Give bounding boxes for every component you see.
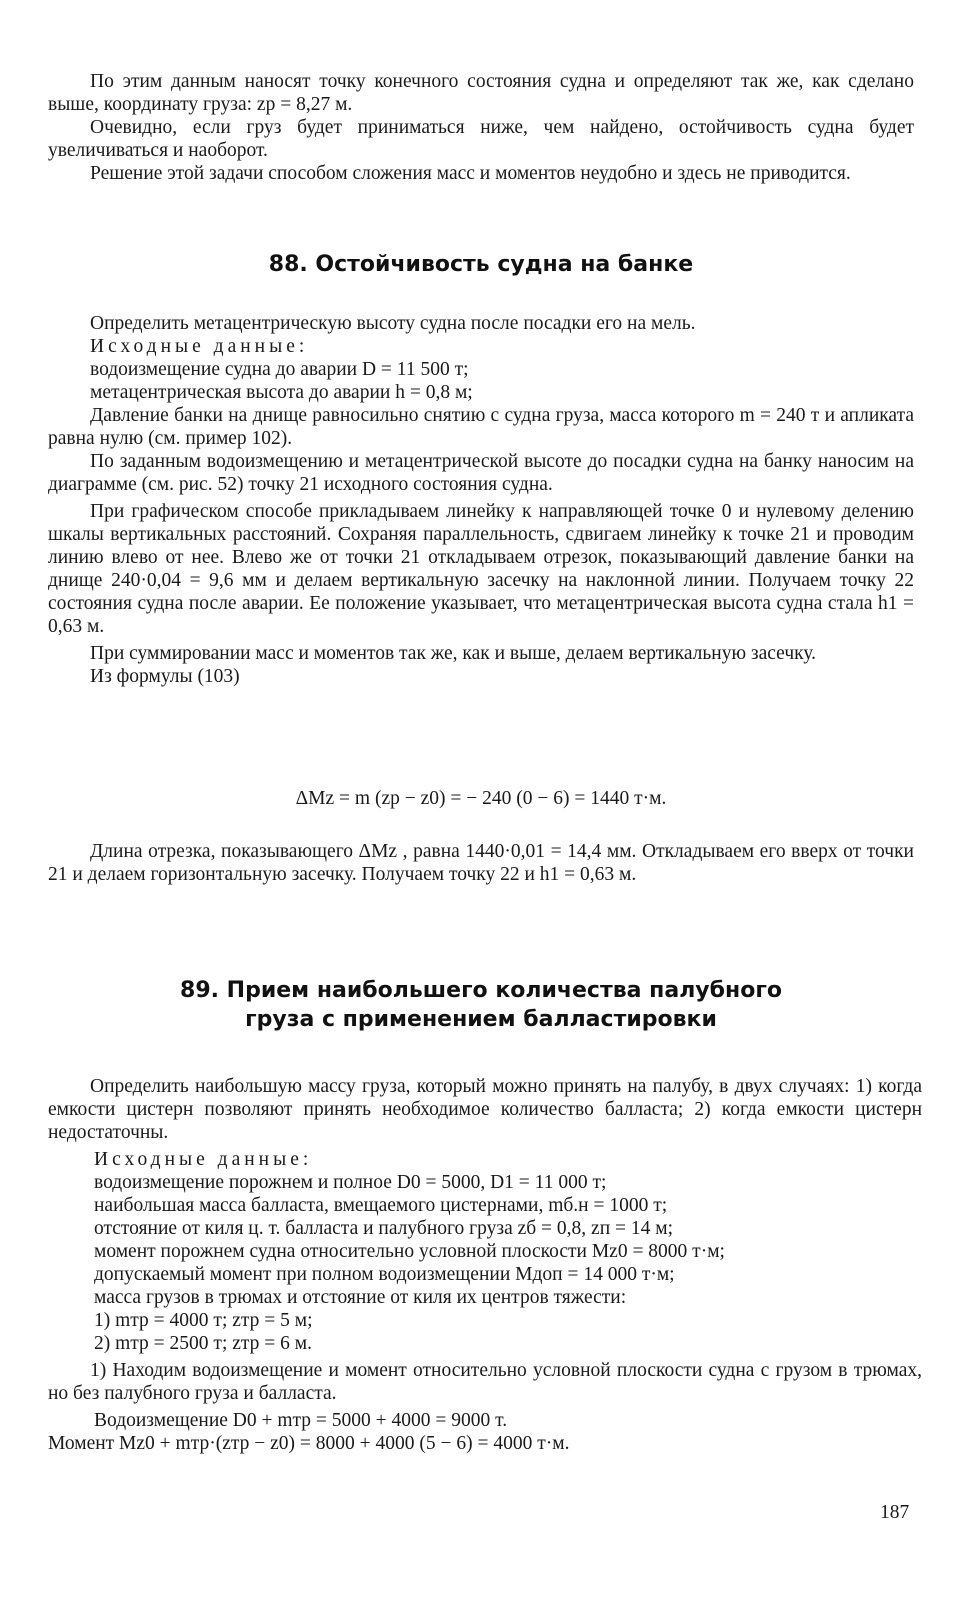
section-88-closing [48,840,914,886]
formula-reference: Из формулы (103) [90,666,240,687]
paragraph: При графическом способе прикладываем линейку к направляющей точке 0 и нулевому делению шкалы вертикальных расстояний. Сохраняя параллельность, сдвигаем линейку к точке 21 и проводим линию влево от нее. Влево же от точки 21 откладываем отрезок, показывающий давление банки на днище 240·0,04 = 9,6 мм и делаем вертикальную засечку на наклонной линии. Получаем точку 22 состояния судна после аварии. Ее положение указывает, что метацентрическая высота судна стала h1 = 0,63 м. [48,501,914,637]
section-88-body [48,312,914,688]
given-item: 1) mтр = 4000 т; zтр = 5 м; [94,1310,313,1331]
task-statement: Определить наибольшую массу груза, который можно принять на палубу, в двух случаях: 1) когда емкости цистерн позволяют принять необходимое количество балласта; 2) когда емкости цистерн недостаточны. [48,1076,922,1143]
moment-calc: Момент Mz0 + mтр·(zтр − z0) = 8000 + 4000 (5 − 6) = 4000 т·м. [48,1433,570,1454]
paragraph: По этим данным наносят точку конечного состояния судна и определяют так же, как сделано выше, координату груза: zp = 8,27 м. [48,71,914,115]
formula: ΔMz = m (zp − z0) = − 240 (0 − 6) = 1440 т·м. [295,788,667,809]
section-88-heading-block [48,250,914,279]
paragraph: Очевидно, если груз будет приниматься ниже, чем найдено, остойчивость судна будет увеличиваться и наоборот. [48,117,914,161]
section-89-title-line-2: груза с применением балластировки [245,1007,717,1032]
given-label: Исходные данные: [94,1149,313,1170]
given-item: наибольшая масса балласта, вмещаемого цистернами, mб.н = 1000 т; [94,1195,668,1216]
paragraph: Длина отрезка, показывающего ΔMz , равна 1440·0,01 = 14,4 мм. Откладываем его вверх от точки 21 и делаем горизонтальную засечку. Получаем точку 22 и h1 = 0,63 м. [48,841,914,885]
task-statement: Определить метацентрическую высоту судна после посадки его на мель. [90,313,696,334]
given-label: Исходные данные: [90,336,309,357]
paragraph: По заданным водоизмещению и метацентрической высоте до посадки судна на банку наносим на диаграмме (см. рис. 52) точку 21 исходного состояния судна. [48,451,914,495]
given-item: момент порожнем судна относительно условной плоскости Mz0 = 8000 т·м; [94,1241,725,1262]
given-item: водоизмещение судна до аварии D = 11 500 т; [90,359,469,380]
paragraph: Решение этой задачи способом сложения масс и моментов неудобно и здесь не приводится. [90,163,851,184]
section-89-body [48,1075,922,1455]
given-item: метацентрическая высота до аварии h = 0,8 м; [90,382,473,403]
section-89-title-line-1: 89. Прием наибольшего количества палубного [180,978,782,1003]
paragraph: При суммировании масс и моментов так же, как и выше, делаем вертикальную засечку. [90,643,817,664]
given-item: 2) mтр = 2500 т; zтр = 6 м. [94,1333,312,1354]
paragraph: Давление банки на днище равносильно снятию с судна груза, масса которого m = 240 т и апликата равна нулю (см. пример 102). [48,405,914,449]
paragraph: 1) Находим водоизмещение и момент относительно условной плоскости судна с грузом в трюмах, но без палубного груза и балласта. [48,1360,922,1404]
given-item: отстояние от киля ц. т. балласта и палубного груза zб = 0,8, zп = 14 м; [94,1218,674,1239]
displacement-calc: Водоизмещение D0 + mтр = 5000 + 4000 = 9000 т. [94,1410,508,1431]
intro-block [48,70,914,185]
given-item: водоизмещение порожнем и полное D0 = 5000, D1 = 11 000 т; [94,1172,607,1193]
section-88-title: 88. Остойчивость судна на банке [268,252,694,277]
given-item: масса грузов в трюмах и отстояние от киля их центров тяжести: [94,1287,627,1308]
page-number: 187 [880,1502,910,1523]
given-item: допускаемый момент при полном водоизмещении Mдоп = 14 000 т·м; [94,1264,675,1285]
section-89-heading-block [48,976,914,1034]
